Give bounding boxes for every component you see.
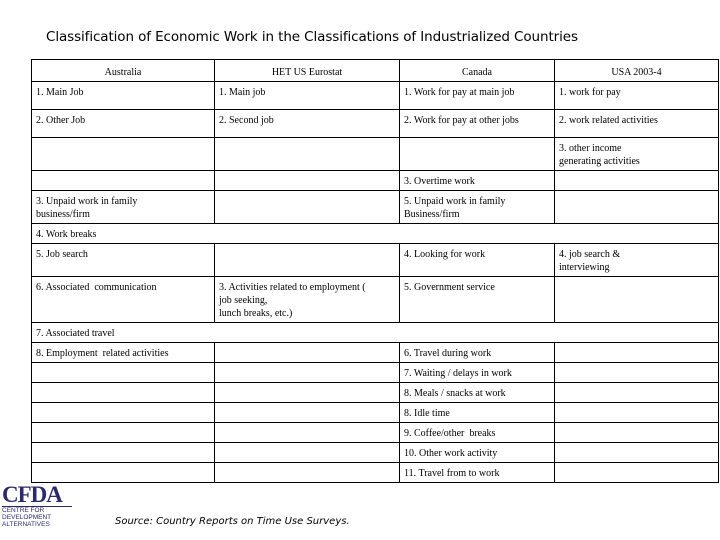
table-cell: 3. Unpaid work in family business/firm — [32, 191, 215, 224]
table-cell — [215, 138, 400, 171]
logo-mark: CFDA — [2, 482, 62, 507]
table-cell: 4. job search & interviewing — [555, 244, 719, 277]
header-row — [32, 60, 719, 82]
table-cell: 6. Travel during work — [400, 343, 555, 363]
table-body — [32, 82, 719, 483]
table-row — [32, 82, 719, 110]
table-row — [32, 363, 719, 383]
table-cell — [32, 171, 215, 191]
table-cell — [555, 191, 719, 224]
table-cell: 4. Looking for work — [400, 244, 555, 277]
table-row — [32, 171, 719, 191]
table-cell — [215, 171, 400, 191]
table-cell: 3. Activities related to employment ( job seeking, lunch breaks, etc.) — [215, 277, 400, 323]
table-cell — [555, 277, 719, 323]
table-cell — [32, 463, 215, 483]
table-cell: 11. Travel from to work — [400, 463, 555, 483]
table-cell: 7. Associated travel — [32, 323, 719, 343]
table-cell — [215, 423, 400, 443]
table-cell — [555, 363, 719, 383]
table-cell — [32, 363, 215, 383]
header-canada: Canada — [400, 60, 555, 82]
table-cell — [215, 343, 400, 363]
table-cell — [215, 463, 400, 483]
table-row — [32, 191, 719, 224]
classification-table — [31, 59, 719, 483]
table-cell: 5. Government service — [400, 277, 555, 323]
table-row — [32, 383, 719, 403]
table-cell: 5. Unpaid work in family Business/firm — [400, 191, 555, 224]
table-cell: 2. work related activities — [555, 110, 719, 138]
table-cell: 2. Other Job — [32, 110, 215, 138]
table-cell: 3. Overtime work — [400, 171, 555, 191]
table-cell: 10. Other work activity — [400, 443, 555, 463]
table-cell — [555, 343, 719, 363]
header-australia: Australia — [32, 60, 215, 82]
table-cell: 8. Meals / snacks at work — [400, 383, 555, 403]
table-row — [32, 343, 719, 363]
header-het-us-eurostat: HET US Eurostat — [215, 60, 400, 82]
table-cell — [215, 403, 400, 423]
table-cell — [555, 403, 719, 423]
page-title: Classification of Economic Work in the Classifications of Industrialized Countries — [46, 29, 578, 45]
cfda-logo — [2, 484, 72, 538]
table-row — [32, 423, 719, 443]
table-cell: 1. Work for pay at main job — [400, 82, 555, 110]
table-cell: 1. Main Job — [32, 82, 215, 110]
table-cell — [400, 138, 555, 171]
table-row — [32, 277, 719, 323]
table-cell: 8. Idle time — [400, 403, 555, 423]
table-cell: 2. Work for pay at other jobs — [400, 110, 555, 138]
table-cell — [555, 463, 719, 483]
table-cell: 6. Associated communication — [32, 277, 215, 323]
table-cell — [215, 191, 400, 224]
table-cell — [32, 443, 215, 463]
table-cell — [555, 171, 719, 191]
table-cell — [215, 443, 400, 463]
table-cell — [555, 383, 719, 403]
table-cell: 7. Waiting / delays in work — [400, 363, 555, 383]
table-row — [32, 403, 719, 423]
table-cell: 8. Employment related activities — [32, 343, 215, 363]
table-cell — [215, 383, 400, 403]
table-cell: 1. work for pay — [555, 82, 719, 110]
table-cell: 1. Main job — [215, 82, 400, 110]
table-cell — [32, 403, 215, 423]
table-cell: 4. Work breaks — [32, 224, 719, 244]
table-cell: 5. Job search — [32, 244, 215, 277]
table-cell — [555, 443, 719, 463]
table-row — [32, 443, 719, 463]
table-cell — [215, 363, 400, 383]
table-cell — [555, 423, 719, 443]
table-cell: 3. other income generating activities — [555, 138, 719, 171]
table-row — [32, 323, 719, 343]
table-row — [32, 463, 719, 483]
table-row — [32, 224, 719, 244]
table-row — [32, 110, 719, 138]
header-usa: USA 2003-4 — [555, 60, 719, 82]
source-note: Source: Country Reports on Time Use Surveys. — [115, 516, 350, 527]
table-cell — [32, 138, 215, 171]
table-row — [32, 138, 719, 171]
table-cell — [32, 383, 215, 403]
table-cell — [32, 423, 215, 443]
table-cell: 2. Second job — [215, 110, 400, 138]
logo-subtitle: CENTRE FOR DEVELOPMENT ALTERNATIVES — [2, 506, 72, 528]
table-cell — [215, 244, 400, 277]
table-row — [32, 244, 719, 277]
table-cell: 9. Coffee/other breaks — [400, 423, 555, 443]
